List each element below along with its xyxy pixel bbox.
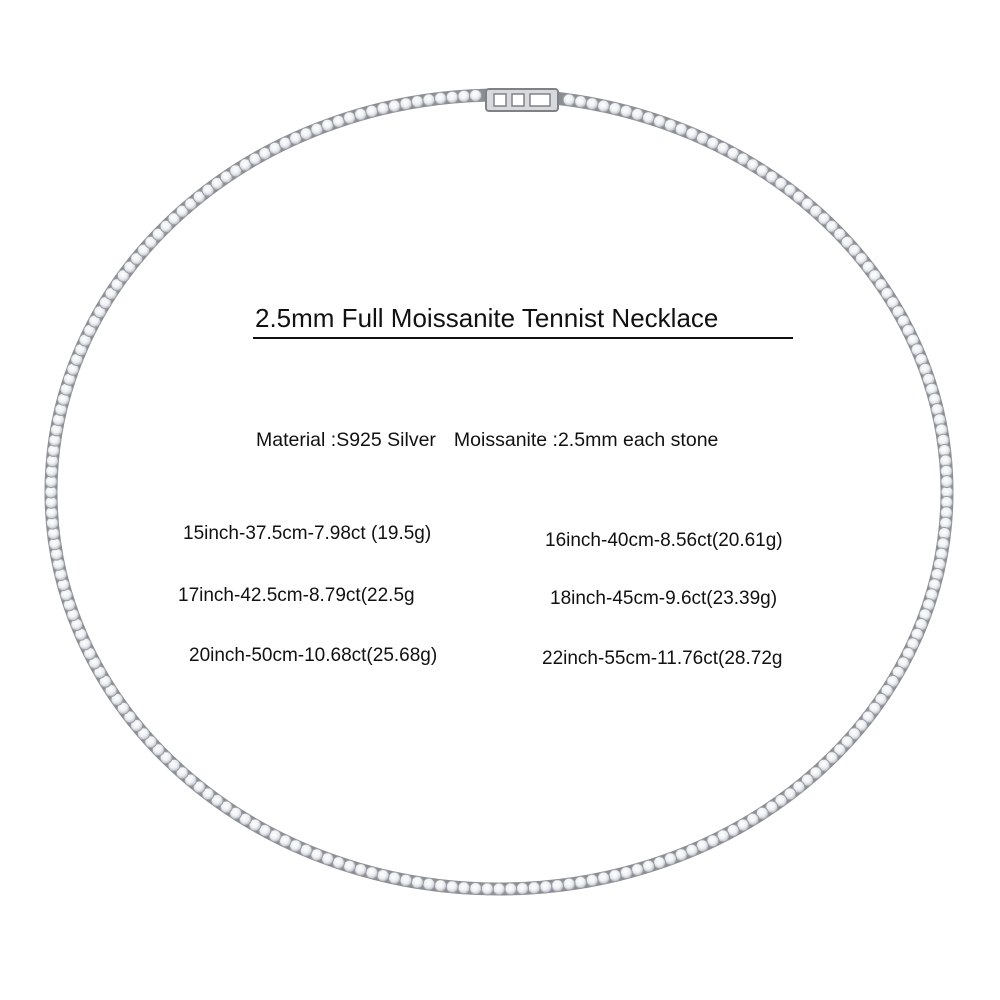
- necklace-stone: [344, 112, 356, 124]
- necklace-stone: [643, 860, 655, 872]
- necklace-stone: [344, 860, 356, 872]
- necklace-stone: [575, 96, 587, 108]
- necklace-stone: [470, 90, 482, 102]
- necklace-stone: [388, 872, 400, 884]
- necklace-stone: [400, 98, 412, 110]
- necklace-stone: [333, 857, 345, 869]
- size-option-17inch: 17inch-42.5cm-8.79ct(22.5g: [178, 585, 415, 606]
- necklace-stone: [311, 123, 323, 135]
- necklace-clasp: [486, 89, 558, 111]
- necklace-stone: [458, 882, 470, 894]
- size-option-15inch: 15inch-37.5cm-7.98ct (19.5g): [183, 523, 432, 544]
- necklace-stone: [435, 92, 447, 104]
- necklace-stone: [654, 115, 666, 127]
- necklace-stone: [598, 872, 610, 884]
- necklace-stone: [300, 128, 312, 140]
- necklace-stone: [333, 115, 345, 127]
- material-spec-line: [256, 428, 718, 452]
- necklace-stone: [377, 870, 389, 882]
- necklace-stone: [355, 108, 367, 120]
- necklace-stone: [423, 94, 435, 106]
- title-underline: [253, 337, 793, 339]
- size-option-18inch: 18inch-45cm-9.6ct(23.39g): [550, 588, 778, 609]
- necklace-stone: [664, 853, 676, 865]
- necklace-stone: [366, 867, 378, 879]
- necklace-stone: [563, 94, 575, 106]
- necklace-stone: [609, 870, 621, 882]
- necklace-stone: [631, 108, 643, 120]
- necklace-stone: [609, 103, 621, 115]
- necklace-stone: [686, 844, 698, 856]
- necklace-stone: [540, 881, 552, 893]
- necklace-stone: [575, 876, 587, 888]
- necklace-stone: [598, 100, 610, 112]
- necklace-stone: [675, 123, 687, 135]
- necklace-stone: [458, 90, 470, 102]
- size-option-16inch: 16inch-40cm-8.56ct(20.61g): [545, 530, 783, 551]
- necklace-stone: [563, 878, 575, 890]
- necklace-stone: [493, 883, 505, 895]
- necklace-stone: [446, 91, 458, 103]
- necklace-stone: [322, 853, 334, 865]
- size-option-22inch: 22inch-55cm-11.76ct(28.72g: [542, 648, 783, 669]
- necklace-stone: [322, 119, 334, 131]
- necklace-stones: [45, 90, 953, 896]
- product-title: 2.5mm Full Moissanite Tennist Necklace: [255, 303, 719, 333]
- necklace-stone: [620, 867, 632, 879]
- necklace-stone: [411, 96, 423, 108]
- necklace-stone: [552, 880, 564, 892]
- material-spec: Material :S925 Silver: [256, 429, 436, 451]
- necklace-stone: [366, 105, 378, 117]
- necklace-stone: [423, 878, 435, 890]
- necklace-stone: [400, 874, 412, 886]
- necklace-stone: [411, 876, 423, 888]
- necklace-stone: [435, 880, 447, 892]
- necklace-stone: [620, 105, 632, 117]
- size-option-20inch: 20inch-50cm-10.68ct(25.68g): [189, 645, 438, 666]
- necklace-stone: [675, 849, 687, 861]
- necklace-stone: [654, 857, 666, 869]
- necklace-stone: [586, 874, 598, 886]
- necklace-stone: [311, 849, 323, 861]
- necklace-stone: [586, 98, 598, 110]
- necklace-stone: [505, 883, 517, 895]
- moissanite-spec: Moissanite :2.5mm each stone: [453, 429, 719, 451]
- necklace-stone: [516, 883, 528, 895]
- necklace-stone: [355, 864, 367, 876]
- necklace-stone: [388, 100, 400, 112]
- necklace-stone: [643, 112, 655, 124]
- necklace-stone: [941, 476, 953, 488]
- necklace-stone: [446, 881, 458, 893]
- necklace-stone: [528, 882, 540, 894]
- necklace-stone: [470, 883, 482, 895]
- necklace-stone: [481, 883, 493, 895]
- necklace-stone: [377, 103, 389, 115]
- necklace-stone: [664, 119, 676, 131]
- necklace-stone: [631, 864, 643, 876]
